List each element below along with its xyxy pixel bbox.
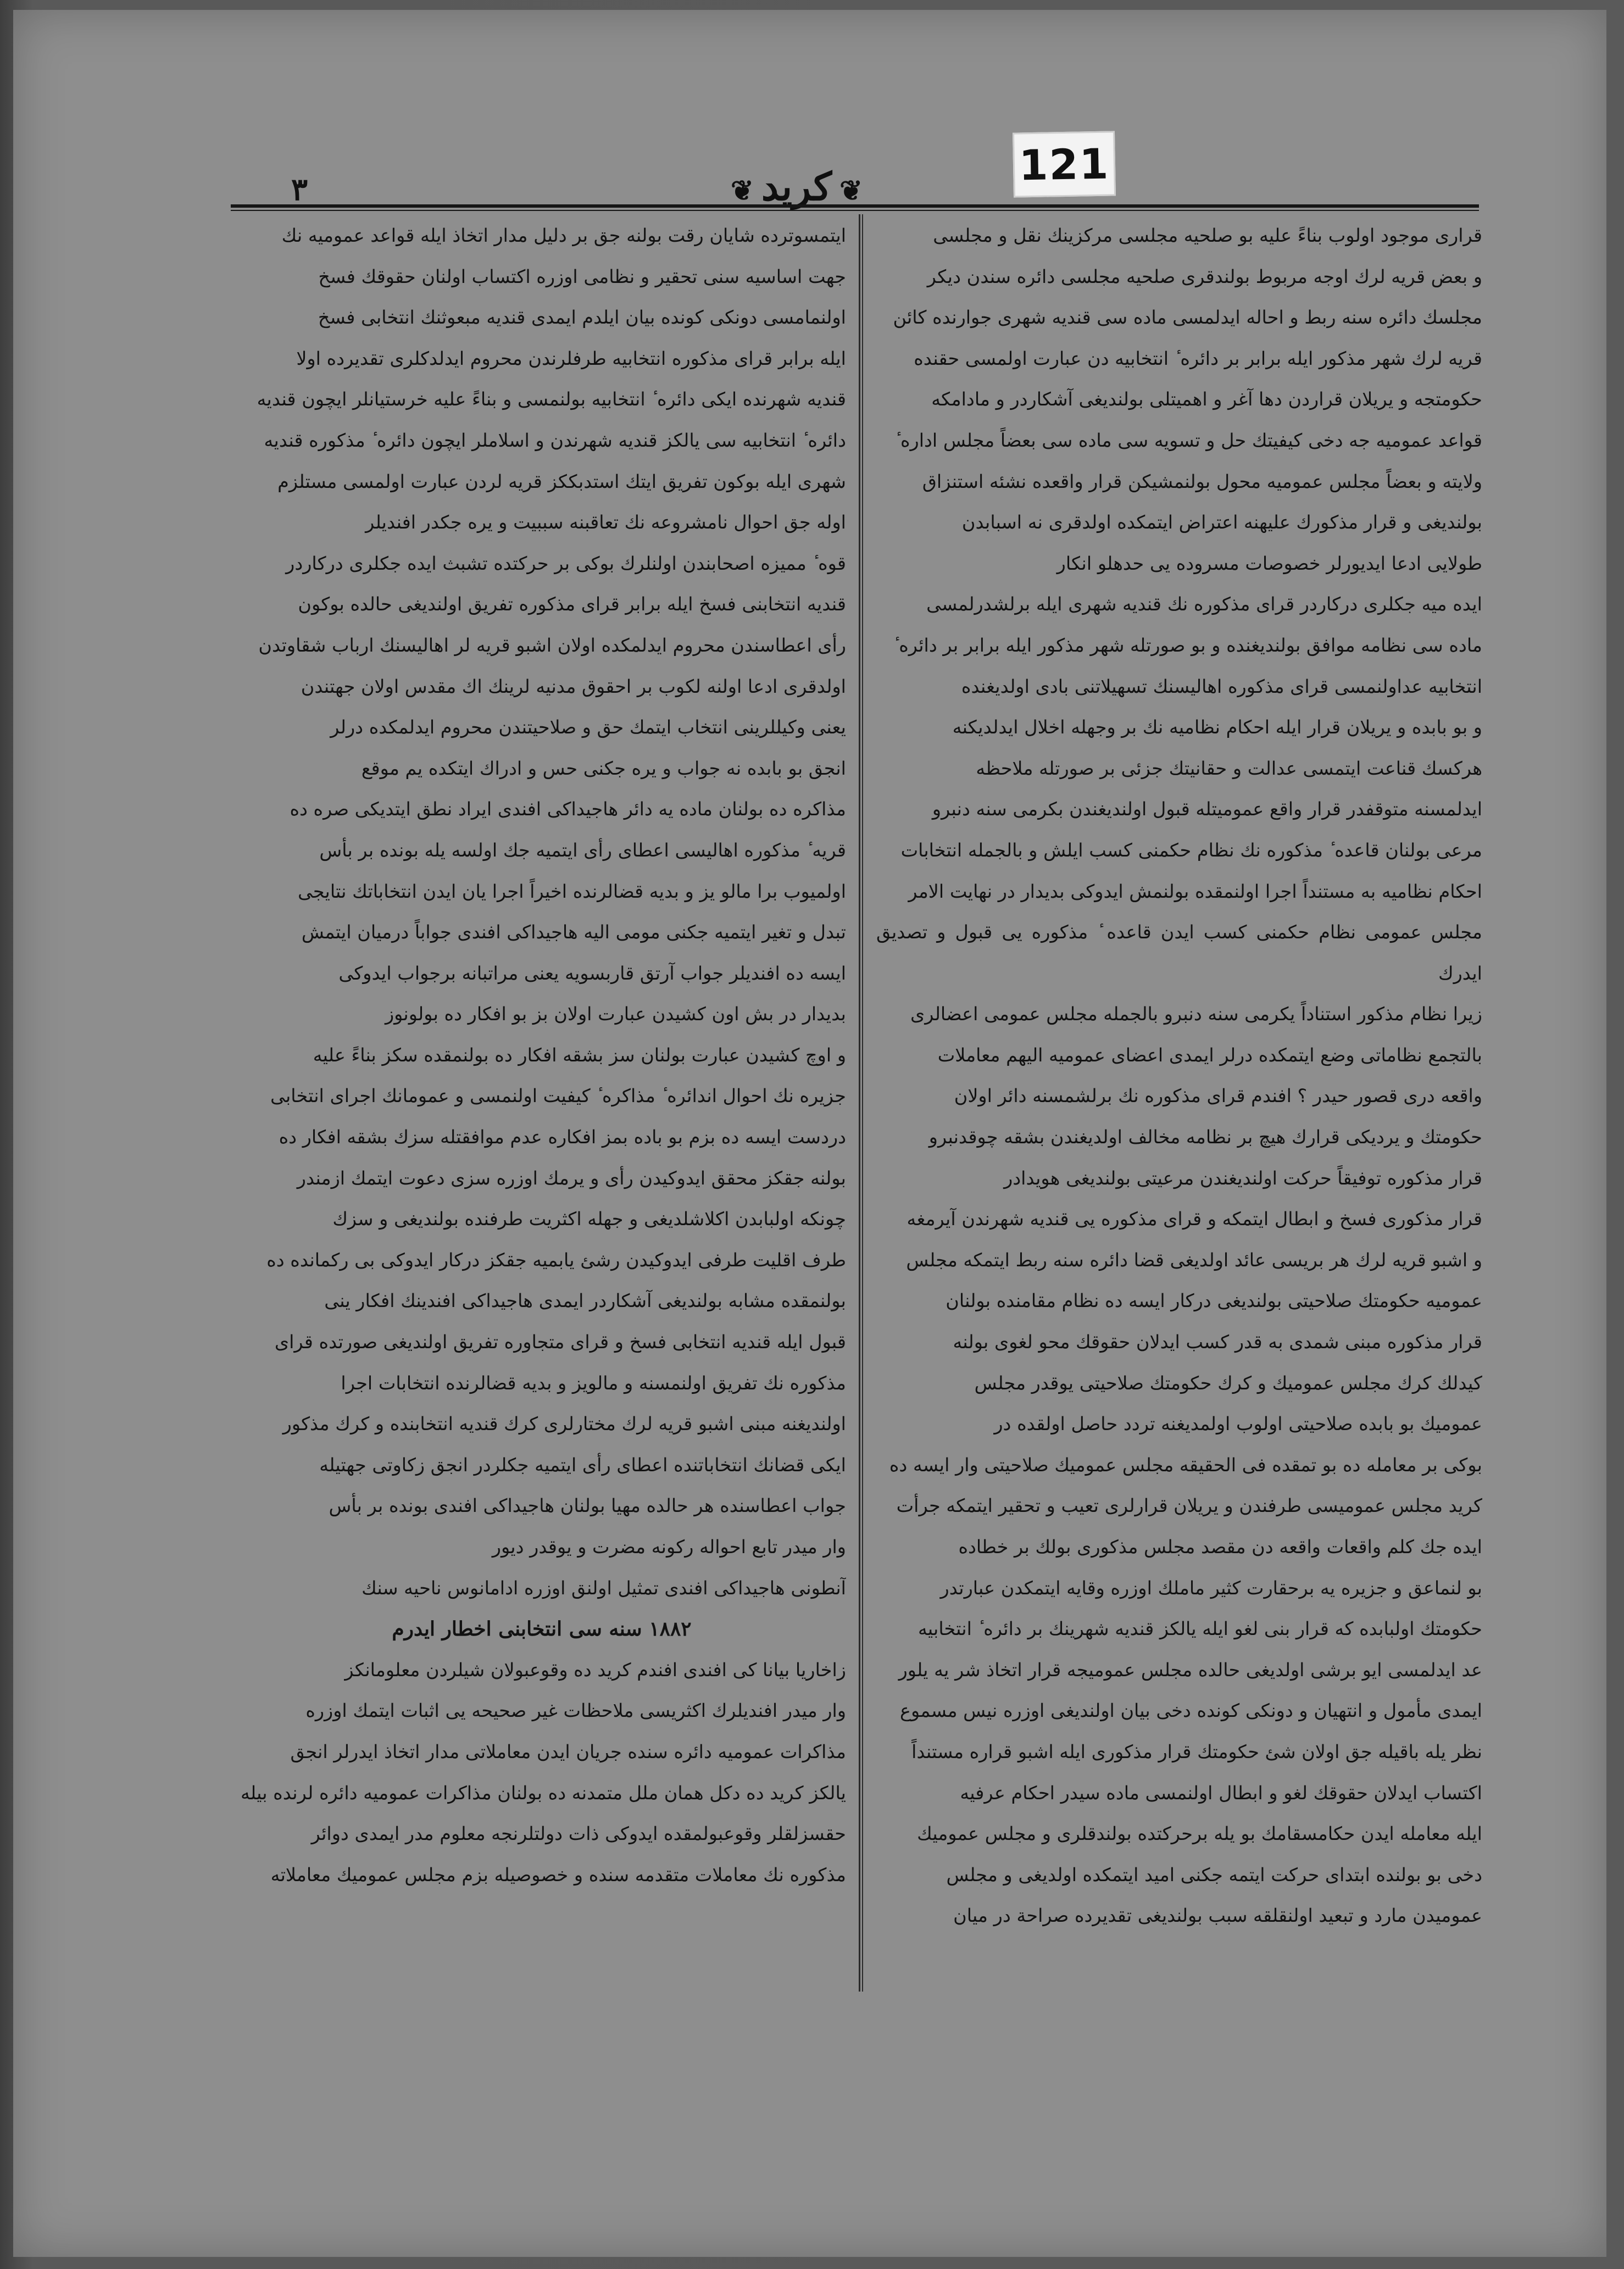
text-line: حقسزلقلر وقوعبولمقده ايدوكى ذات دولتلرنجه معلوم مدر ايمدى دوائر xyxy=(311,1823,846,1845)
text-line: حكومتك و يرديكى قرارك هيچ بر نظامه مخالف اولديغندن بشقه چوقدنبرو xyxy=(928,1126,1482,1148)
text-line: اولدقرى ادعا اولنه لكوب بر احقوق مدنيه لرينك اك مقدس اولان جهتندن xyxy=(301,675,846,697)
header-rule xyxy=(231,204,1479,211)
text-line: و بو بابده و يريلان قرار ايله احكام نظاميه نك بر وجهله اخلال ايدلديكنه xyxy=(952,716,1482,738)
text-line: يعنى وكيللرينى انتخاب ايتمك حق و صلاحيتندن محروم ايدلمكده درلر xyxy=(330,716,846,738)
text-line: مجلسك دائره سنه ربط و احاله ايدلمسى ماده سى قنديه شهرى جوارنده كائن xyxy=(893,307,1482,329)
text-line: وار ميدر تابع احواله ركونه مضرت و يوقدر ديور xyxy=(492,1536,846,1558)
text-line: و بعض قريه لرك اوجه مربوط بولندقرى صلحيه مجلسى دائره سندن ديكر xyxy=(927,265,1482,287)
text-line: قرار مذكوره توفيقاً حركت اولنديغندن مرعيتى بولنديغى هويدادر xyxy=(1004,1167,1482,1189)
text-line: حكومتك اولبابده كه قرار بنى لغو ايله يالكز قنديه شهرينك بر دائره ٔ انتخابيه xyxy=(917,1618,1482,1640)
text-line: قنديه شهرنده ايكى دائره ٔ انتخابيه بولنمسى و بناءً عليه خرستيانلر ايچون قنديه xyxy=(257,388,846,410)
text-line: جهت اساسيه سنى تحقير و نظامى اوزره اكتساب اولنان حقوقك فسخ xyxy=(318,265,846,287)
text-line: ايتمسوترده شايان رقت بولنه جق بر دليل مدار اتخاذ ايله قواعد عموميه نك xyxy=(281,225,846,246)
text-line: بديدار در بش اون كشيدن عبارت اولان بز بو افكار ده بولونوز xyxy=(385,1003,846,1025)
text-line: ايده ميه جكلرى دركاردر قراى مذكوره نك قنديه شهرى ايله برلشدرلمسى xyxy=(926,593,1482,615)
text-line: قرارى موجود اولوب بناءً عليه بو صلحيه مجلسى مركزينك نقل و مجلسى xyxy=(933,225,1482,246)
text-line: ماده سى نظامه موافق بولنديغنده و بو صورتله شهر مذكور ايله برابر بر دائره ٔ xyxy=(893,634,1482,656)
text-line: ايده جك كلم واقعات واقعه دن مقصد مجلس مذكورى بولك بر خطاده xyxy=(958,1536,1482,1558)
text-line: شهرى ايله بوكون تفريق ايتك استدبككز قريه لردن عبارت اولمسى مستلزم xyxy=(277,470,846,492)
text-line: كريد مجلس عموميسى طرفندن و يريلان قرارلرى تعيب و تحقير ايتمكه جرأت xyxy=(896,1495,1482,1517)
text-line: زاخاريا بيانا كى افندى افندم كريد ده وقوعبولان شيلردن معلومانكز xyxy=(344,1659,846,1681)
text-line: قريه لرك شهر مذكور ايله برابر بر دائره ٔ انتخابيه دن عبارت اولمسى حقنده xyxy=(914,347,1482,369)
masthead-title: كريد xyxy=(761,164,832,209)
text-line: قوه ٔ مميزه اصحابندن اولنلرك بوكى بر حركتده تشبث ايده جكلرى دركاردر xyxy=(286,552,846,574)
text-line: حكومتجه و يريلان قراردن دها آغر و اهميتلى بولنديغى آشكاردر و مادامكه xyxy=(931,388,1482,410)
text-line: مذاكرات عموميه دائره سنده جريان ايدن معاملاتى مدار اتخاذ ايدرلر انجق xyxy=(290,1740,846,1762)
text-line: اولنديغنه مبنى اشبو قريه لرك مختارلرى كرك قنديه انتخابنده و كرك مذكور xyxy=(282,1413,846,1435)
text-line: واقعه درى قصور حيدر ؟ افندم قراى مذكوره نك برلشمسنه دائر اولان xyxy=(954,1085,1482,1107)
archive-page-stamp: 121 xyxy=(1013,131,1116,197)
text-line: قرار مذكورى فسخ و ابطال ايتمكه و قراى مذكوره يى قنديه شهرندن آيرمغه xyxy=(906,1208,1482,1230)
text-line: ايمدى مأمول و انتهيان و دونكى كونده دخى بيان اولنديغى اوزره نيس مسموع xyxy=(900,1700,1482,1722)
text-line: مذكوره نك تفريق اولنمسنه و مالويز و بديه قضالرنده انتخابات اجرا xyxy=(341,1372,846,1394)
text-line: عموميه حكومتك صلاحيتى بولنديغى دركار ايسه ده نظام مقامنده بولنان xyxy=(946,1290,1482,1312)
column-divider xyxy=(859,214,863,1992)
text-line: قرار مذكوره مبنى شمدى به قدر كسب ايدلان حقوقك محو لغوى بولنه xyxy=(953,1331,1482,1353)
text-line: اوله جق احوال نامشروعه نك تعاقبنه سببيت و يره جكدر افنديلر xyxy=(365,511,846,533)
text-line: دائره ٔ انتخابيه سى يالكز قنديه شهرندن و اسلاملر ايچون دائره ٔ مذكوره قنديه xyxy=(264,429,846,451)
text-line: قبول ايله قنديه انتخابى فسخ و قراى متجاوره تفريق اولنديغى صورتده قراى xyxy=(274,1331,846,1353)
text-line: رأى اعطاسندن محروم ايدلمكده اولان اشبو قريه لر اهاليسنك ارباب شقاوتدن xyxy=(258,634,846,656)
text-line: زيرا نظام مذكور استناداً يكرمى سنه دنبرو بالجمله مجلس عمومى اعضالرى xyxy=(910,1003,1482,1025)
text-line: ايله معامله ايدن حكامسقامك بو يله برحركتده بولندقلرى و مجلس عموميك xyxy=(917,1823,1482,1845)
text-line: هركسك قناعت ايتمسى عدالت و حقانيتك جزئى بر صورتله ملاحظه xyxy=(976,757,1482,779)
text-line: قواعد عموميه جه دخى كيفيتك حل و تسويه سى ماده سى بعضاً مجلس اداره ٔ xyxy=(894,429,1482,451)
text-line: ايدلمسنه متوقفدر قرار واقع عموميتله قبول اولنديغندن بكرمى سنه دنبرو xyxy=(932,798,1482,820)
text-line: عموميك بو بابده صلاحيتى اولوب اولمديغنه تردد حاصل اولقده در xyxy=(994,1413,1482,1435)
text-line: بوكى بر معامله ده بو تمقده فى الحقيقه مجلس عموميك صلاحيتى وار ايسه ده xyxy=(889,1454,1482,1476)
masthead xyxy=(681,164,912,209)
text-line: اكتساب ايدلان حقوقك لغو و ابطال اولنمسى ماده سيدر احكام عرفيه xyxy=(960,1782,1482,1804)
text-line: جواب اعطاسنده هر حالده مهيا بولنان هاجيداكى افندى بونده بر بأس xyxy=(329,1495,846,1517)
text-line: قريه ٔ مذكوره اهاليسى اعطاى رأى ايتميه جك اولسه يله بونده بر بأس xyxy=(319,839,846,861)
text-line: بولنمقده مشابه بولنديغى آشكاردر ايمدى هاجيداكى افندينك افكار ينى xyxy=(324,1290,846,1312)
page-number: ٣ xyxy=(291,171,308,208)
text-line: عموميدن مارد و تبعيد اولنقلقه سبب بولنديغى تقديرده صراحة در ميان xyxy=(953,1905,1482,1927)
text-line: قنديه انتخابنى فسخ ايله برابر قراى مذكوره تفريق اولنديغى حالده بوكون xyxy=(298,593,846,615)
text-line: ولايته و بعضاً مجلس عموميه محول بولنمشيكن قرار واقعده نشئه استنزاق xyxy=(922,470,1482,492)
text-line: ايسه ده افنديلر جواب آرتق قاربسويه يعنى مراتبانه برجواب ايدوكى xyxy=(338,962,846,984)
text-line: وار ميدر افنديلرك اكثريسى ملاحظات غير صحيحه يى اثبات ايتمك اوزره xyxy=(305,1700,846,1722)
text-line: انتخابيه عداولنمسى قراى مذكوره اهاليسنك تسهيلاتنى بادى اولديغنده xyxy=(961,675,1482,697)
column-left xyxy=(237,215,846,1990)
column-right xyxy=(876,215,1482,1990)
text-line: و اشبو قريه لرك هر بريسى عائد اولديغى قضا دائره سنه ربط ايتمكه مجلس xyxy=(906,1249,1482,1271)
ornament-right-icon: ❦ xyxy=(839,174,863,207)
text-line: و اوچ كشيدن عبارت بولنان سز بشقه افكار ده بولنمقده سكز بناءً عليه xyxy=(313,1044,846,1066)
text-line: بولنديغى و قرار مذكورك عليهنه اعتراض ايتمكده اولدقرى نه اسبابدن xyxy=(961,511,1482,533)
text-line: بو لنماعق و جزيره يه برحقارت كثير ماملك اوزره وقايه ايتمكدن عبارتدر xyxy=(940,1577,1482,1599)
text-line: مذاكره ده بولنان ماده يه دائر هاجيداكى افندى ايراد نطق ايتديكى صره ده xyxy=(290,798,846,820)
text-line: چونكه اولبابدن اكلاشلديغى و جهله اكثريت طرفنده بولنديغى و سزك xyxy=(332,1208,846,1230)
text-line: مرعى بولنان قاعده ٔ مذكوره نك نظام حكمنى كسب ايلش و بالجمله انتخابات xyxy=(900,839,1482,861)
text-line: آنطونى هاجيداكى افندى تمثيل اولنق اوزره ادامانوس ناحيه سنك xyxy=(361,1577,846,1599)
text-line: ايكى قضانك انتخاباتنده اعطاى رأى ايتميه جكلردر انجق زكاوتى جهتيله xyxy=(319,1454,846,1476)
text-line: نظر يله باقيله جق اولان شئ حكومتك قرار مذكورى ايله اشبو قراره مستنداً xyxy=(911,1740,1482,1762)
text-line: دخى بو بولنده ابتداى حركت ايتمه جكنى اميد ايتمكده اولديغى و مجلس xyxy=(946,1864,1482,1886)
text-line: اولنمامسى دونكى كونده بيان ايلدم ايمدى قنديه مبعوثنك انتخابى فسخ xyxy=(318,307,846,329)
text-line: بالتجمع نظاماتى وضع ايتمكده درلر ايمدى اعضاى عموميه اليهم معاملات xyxy=(937,1044,1482,1066)
text-line: اولميوب برا مالو يز و بديه قضالرنده اخيراً اجرا يان ايدن انتخاباتك نتايجى xyxy=(297,880,846,902)
text-line: انجق بو بابده نه جواب و يره جكنى حس و ادراك ايتكده يم موقع xyxy=(361,757,846,779)
text-line: جزيره نك احوال اندائره ٔ مذاكره ٔ كيفيت اولنمسى و عمومانك اجراى انتخابى xyxy=(270,1085,846,1107)
text-line: كيدلك كرك مجلس عموميك و كرك حكومتك صلاحيتى يوقدر مجلس xyxy=(974,1372,1482,1394)
text-line: بولنه جقكز محقق ايدوكيدن رأى و يرمك اوزره سزى دعوت ايتمك ازمندر xyxy=(297,1167,846,1189)
text-line: ١٨٨٢ سنه سى انتخابنى اخطار ايدرم xyxy=(392,1617,692,1641)
text-line: طرف اقليت طرفى ايدوكيدن رشئ يابميه جقكز دركار ايدوكى بى ركمانده ده xyxy=(266,1249,846,1271)
text-line: طولايى ادعا ايديورلر خصوصات مسروده يى حدهلو انكار xyxy=(1056,552,1482,574)
text-line: تبدل و تغير ايتميه جكنى مومى اليه هاجيداكى افندى جواباً درميان ايتمش xyxy=(301,921,846,943)
text-line: يالكز كريد ده دكل همان ملل متمدنه ده بولنان مذاكرات عموميه دائره لرنده بيله xyxy=(241,1782,846,1804)
text-line: احكام نظاميه به مستنداً اجرا اولنمقده بولنمش ايدوكى بديدار در نهايت الامر xyxy=(908,880,1482,902)
text-line: عد ايدلمسى ايو برشى اولديغى حالده مجلس عموميجه قرار اتخاذ شر يه يلور xyxy=(898,1659,1482,1681)
text-line: مجلس عمومى نظام حكمنى كسب ايدن قاعده ٔ مذكوره يى قبول و تصديق ايدرك xyxy=(876,921,1482,984)
text-line: مذكوره نك معاملات متقدمه سنده و خصوصيله بزم مجلس عموميك معاملاته xyxy=(270,1864,846,1886)
ornament-left-icon: ❦ xyxy=(731,174,754,207)
text-line: ايله برابر قراى مذكوره انتخابيه طرفلرندن محروم ايدلدكلرى تقديرده اولا xyxy=(296,347,846,369)
text-line: دردست ايسه ده بزم بو باده بمز افكاره عدم موافقتله سزك بشقه افكار ده xyxy=(279,1126,846,1148)
